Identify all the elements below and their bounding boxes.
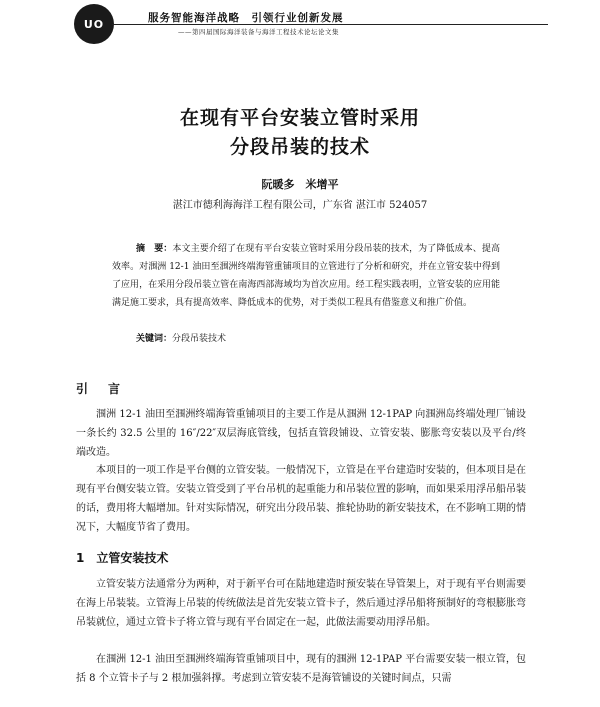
section1-paragraph-2: 在涠洲 12-1 油田至涠洲终端海管重铺项目中，现有的涠洲 12-1PAP 平台需要安装一根立管，包括 8 个立管卡子与 2 根加强斜撑。考虑到立管安装不是海管铺设的关键时间点，只需 [76,654,526,684]
header-divider [112,24,548,25]
paper-title-line1: 在现有平台安装立管时采用 [179,107,420,129]
header-slogan: 服务智能海洋战略 引领行业创新发展 [148,12,344,24]
running-header [0,0,600,44]
authors: 阮暖多 米增平 [261,178,339,191]
section-heading-intro: 引 言 [76,382,125,396]
section-heading-1: 1 立管安装技术 [76,551,169,565]
abstract-text: 本文主要介绍了在现有平台安装立管时采用分段吊装的技术，为了降低成本、提高效率。对涠洲 12-1 油田至涠洲终端海管重铺项目的立管进行了分析和研究，并在立管安装中得到了应用，在采用分段吊装立管在南海西部海域均为首次应用。经工程实践表明，立管安装的应用能满足施工要求，具有提高效率、降低成本的优势，对于类似工程具有借鉴意义和推广价值。 [112,244,500,308]
forum-logo: UO [74,4,114,44]
intro-paragraph-2: 本项目的一项工作是平台侧的立管安装。一般情况下，立管是在平台建造时安装的，但本项目是在现有平台侧安装立管。安装立管受到了平台吊机的起重能力和吊装位置的影响，而如果采用浮吊船吊装的话，费用将大幅增加。针对实际情况，研究出分段吊装、推轮协助的新安装技术，在不影响工期的情况下，大幅度节省了费用。 [76,465,526,533]
affiliation: 湛江市德利海海洋工程有限公司，广东省 湛江市 524057 [172,200,428,211]
abstract [112,240,500,312]
keywords-label: 关键词： [136,334,173,344]
intro-paragraph-1: 涠洲 12-1 油田至涠洲终端海管重铺项目的主要工作是从涠洲 12-1PAP 向涠洲岛终端处理厂铺设一条长约 32.5 公里的 16″/22″双层海底管线，包括直管段铺设、立管安装、膨胀弯安装以及平台/终端改造。 [76,409,526,458]
section1-paragraph-1: 立管安装方法通常分为两种，对于新平台可在陆地建造时预安装在导管架上，对于现有平台则需要在海上吊装装。立管海上吊装的传统做法是首先安装立管卡子，然后通过浮吊船将预制好的弯根膨胀弯吊装就位，通过立管卡子将立管与现有平台固定在一起，此做法需要动用浮吊船。 [76,579,526,628]
keywords-text: 分段吊装技术 [172,334,227,344]
abstract-label: 摘 要： [136,244,173,254]
keywords [136,331,226,344]
paper-title-line2: 分段吊装的技术 [229,136,370,158]
header-proceedings: ——第四届国际海洋装备与海洋工程技术论坛论文集 [178,28,339,36]
